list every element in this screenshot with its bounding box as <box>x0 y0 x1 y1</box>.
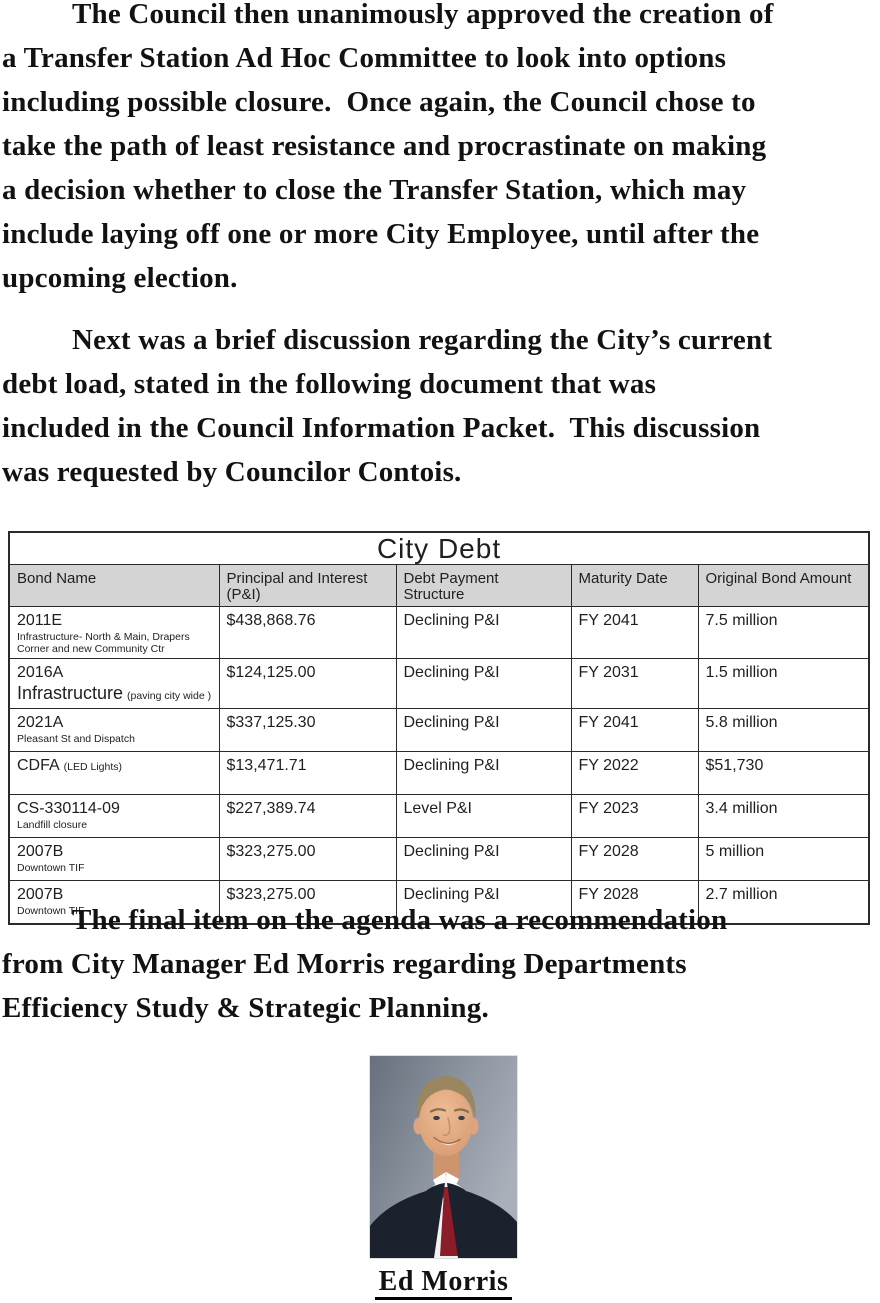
paragraph-line: The Council then unanimously approved the creation of <box>72 0 774 30</box>
bond-note: Pleasant St and Dispatch <box>17 733 135 745</box>
maturity-date-cell: FY 2041 <box>571 709 698 752</box>
payment-structure-cell: Declining P&I <box>396 607 571 659</box>
principal-interest-cell: $227,389.74 <box>219 795 396 838</box>
bond-amount-cell: 2.7 million <box>698 881 869 925</box>
table-body <box>9 607 869 925</box>
bond-amount-cell: 5 million <box>698 838 869 881</box>
principal-interest-cell: $323,275.00 <box>219 881 396 925</box>
payment-structure-cell: Declining P&I <box>396 709 571 752</box>
photo-caption: Ed Morris <box>375 1267 513 1300</box>
bond-note: Downtown TIF <box>17 862 85 874</box>
paragraph-line: a decision whether to close the Transfer Station, which may <box>2 174 747 206</box>
table-title: City Debt <box>9 532 869 565</box>
paragraph-line: included in the Council Information Packet. This discussion <box>2 412 761 444</box>
payment-structure-cell: Declining P&I <box>396 881 571 925</box>
table-row <box>9 659 869 709</box>
bond-name-cell <box>9 838 219 881</box>
table-title-row <box>9 532 869 565</box>
bond-name-cell <box>9 659 219 709</box>
bond-secondary-text: Infrastructure <box>17 683 124 703</box>
maturity-date-cell: FY 2028 <box>571 838 698 881</box>
paragraph-line: upcoming election. <box>2 262 238 294</box>
bond-name-note: (LED Lights) <box>63 761 123 773</box>
paragraph-line: The final item on the agenda was a recommendation <box>72 904 728 936</box>
paragraph-line: including possible closure. Once again, the Council chose to <box>2 86 756 118</box>
column-header: Maturity Date <box>571 565 698 607</box>
payment-structure-cell: Declining P&I <box>396 838 571 881</box>
city-debt-table <box>8 531 870 925</box>
maturity-date-cell: FY 2031 <box>571 659 698 709</box>
bond-name: 2007B <box>17 843 64 860</box>
bond-amount-cell: 7.5 million <box>698 607 869 659</box>
bond-amount-cell: $51,730 <box>698 752 869 795</box>
paragraph-line: from City Manager Ed Morris regarding Departments <box>2 948 687 980</box>
bond-name-cell <box>9 607 219 659</box>
bond-amount-cell: 5.8 million <box>698 709 869 752</box>
bond-name-cell <box>9 795 219 838</box>
bond-name-cell <box>9 752 219 795</box>
principal-interest-cell: $13,471.71 <box>219 752 396 795</box>
bond-amount-cell: 1.5 million <box>698 659 869 709</box>
bond-note: Landfill closure <box>17 819 88 831</box>
paragraph-line: Efficiency Study & Strategic Planning. <box>2 992 489 1024</box>
principal-interest-cell: $438,868.76 <box>219 607 396 659</box>
table-header-row <box>9 565 869 607</box>
bond-amount-cell: 3.4 million <box>698 795 869 838</box>
paragraph-line: include laying off one or more City Employee, until after the <box>2 218 760 250</box>
left-eye <box>433 1116 440 1120</box>
bond-secondary-note: (paving city wide ) <box>127 690 212 702</box>
paragraph-line: take the path of least resistance and procrastinate on making <box>2 130 767 162</box>
paragraph-debt-discussion <box>0 318 880 494</box>
bond-note: Infrastructure- North & Main, Drapers Corner and new Community Ctr <box>17 631 190 655</box>
principal-interest-cell: $337,125.30 <box>219 709 396 752</box>
table-row <box>9 607 869 659</box>
column-header: Original Bond Amount <box>698 565 869 607</box>
bond-name: 2016A <box>17 664 64 681</box>
bond-name-cell <box>9 709 219 752</box>
principal-interest-cell: $323,275.00 <box>219 838 396 881</box>
paragraph-line: a Transfer Station Ad Hoc Committee to look into options <box>2 42 727 74</box>
photo-caption-row <box>350 1267 537 1300</box>
bond-secondary <box>17 683 212 706</box>
table-row <box>9 709 869 752</box>
table-row <box>9 795 869 838</box>
payment-structure-cell: Declining P&I <box>396 752 571 795</box>
maturity-date-cell: FY 2022 <box>571 752 698 795</box>
paragraph-transfer-station <box>0 0 880 300</box>
paragraph-final-item <box>0 898 880 1030</box>
bond-name: CS-330114-09 <box>17 800 120 817</box>
table-row <box>9 838 869 881</box>
bond-name: 2011E <box>17 612 63 629</box>
portrait-illustration <box>370 1056 517 1258</box>
column-header: Principal and Interest (P&I) <box>219 565 396 607</box>
paragraph-line: debt load, stated in the following document that was <box>2 368 657 400</box>
maturity-date-cell: FY 2023 <box>571 795 698 838</box>
right-eye <box>458 1116 465 1120</box>
bond-name: 2021A <box>17 714 64 731</box>
paragraph-line: was requested by Councilor Contois. <box>2 456 462 488</box>
principal-interest-cell: $124,125.00 <box>219 659 396 709</box>
table-row <box>9 752 869 795</box>
bond-name: 2007B <box>17 886 64 903</box>
bond-note: Downtown TIF <box>17 905 85 917</box>
paragraph-line: Next was a brief discussion regarding the City’s current <box>72 324 773 356</box>
payment-structure-cell: Declining P&I <box>396 659 571 709</box>
maturity-date-cell: FY 2028 <box>571 881 698 925</box>
bond-name: CDFA <box>17 757 60 774</box>
column-header: Bond Name <box>9 565 219 607</box>
payment-structure-cell: Level P&I <box>396 795 571 838</box>
maturity-date-cell: FY 2041 <box>571 607 698 659</box>
ed-morris-photo <box>370 1056 517 1258</box>
column-header: Debt Payment Structure <box>396 565 571 607</box>
